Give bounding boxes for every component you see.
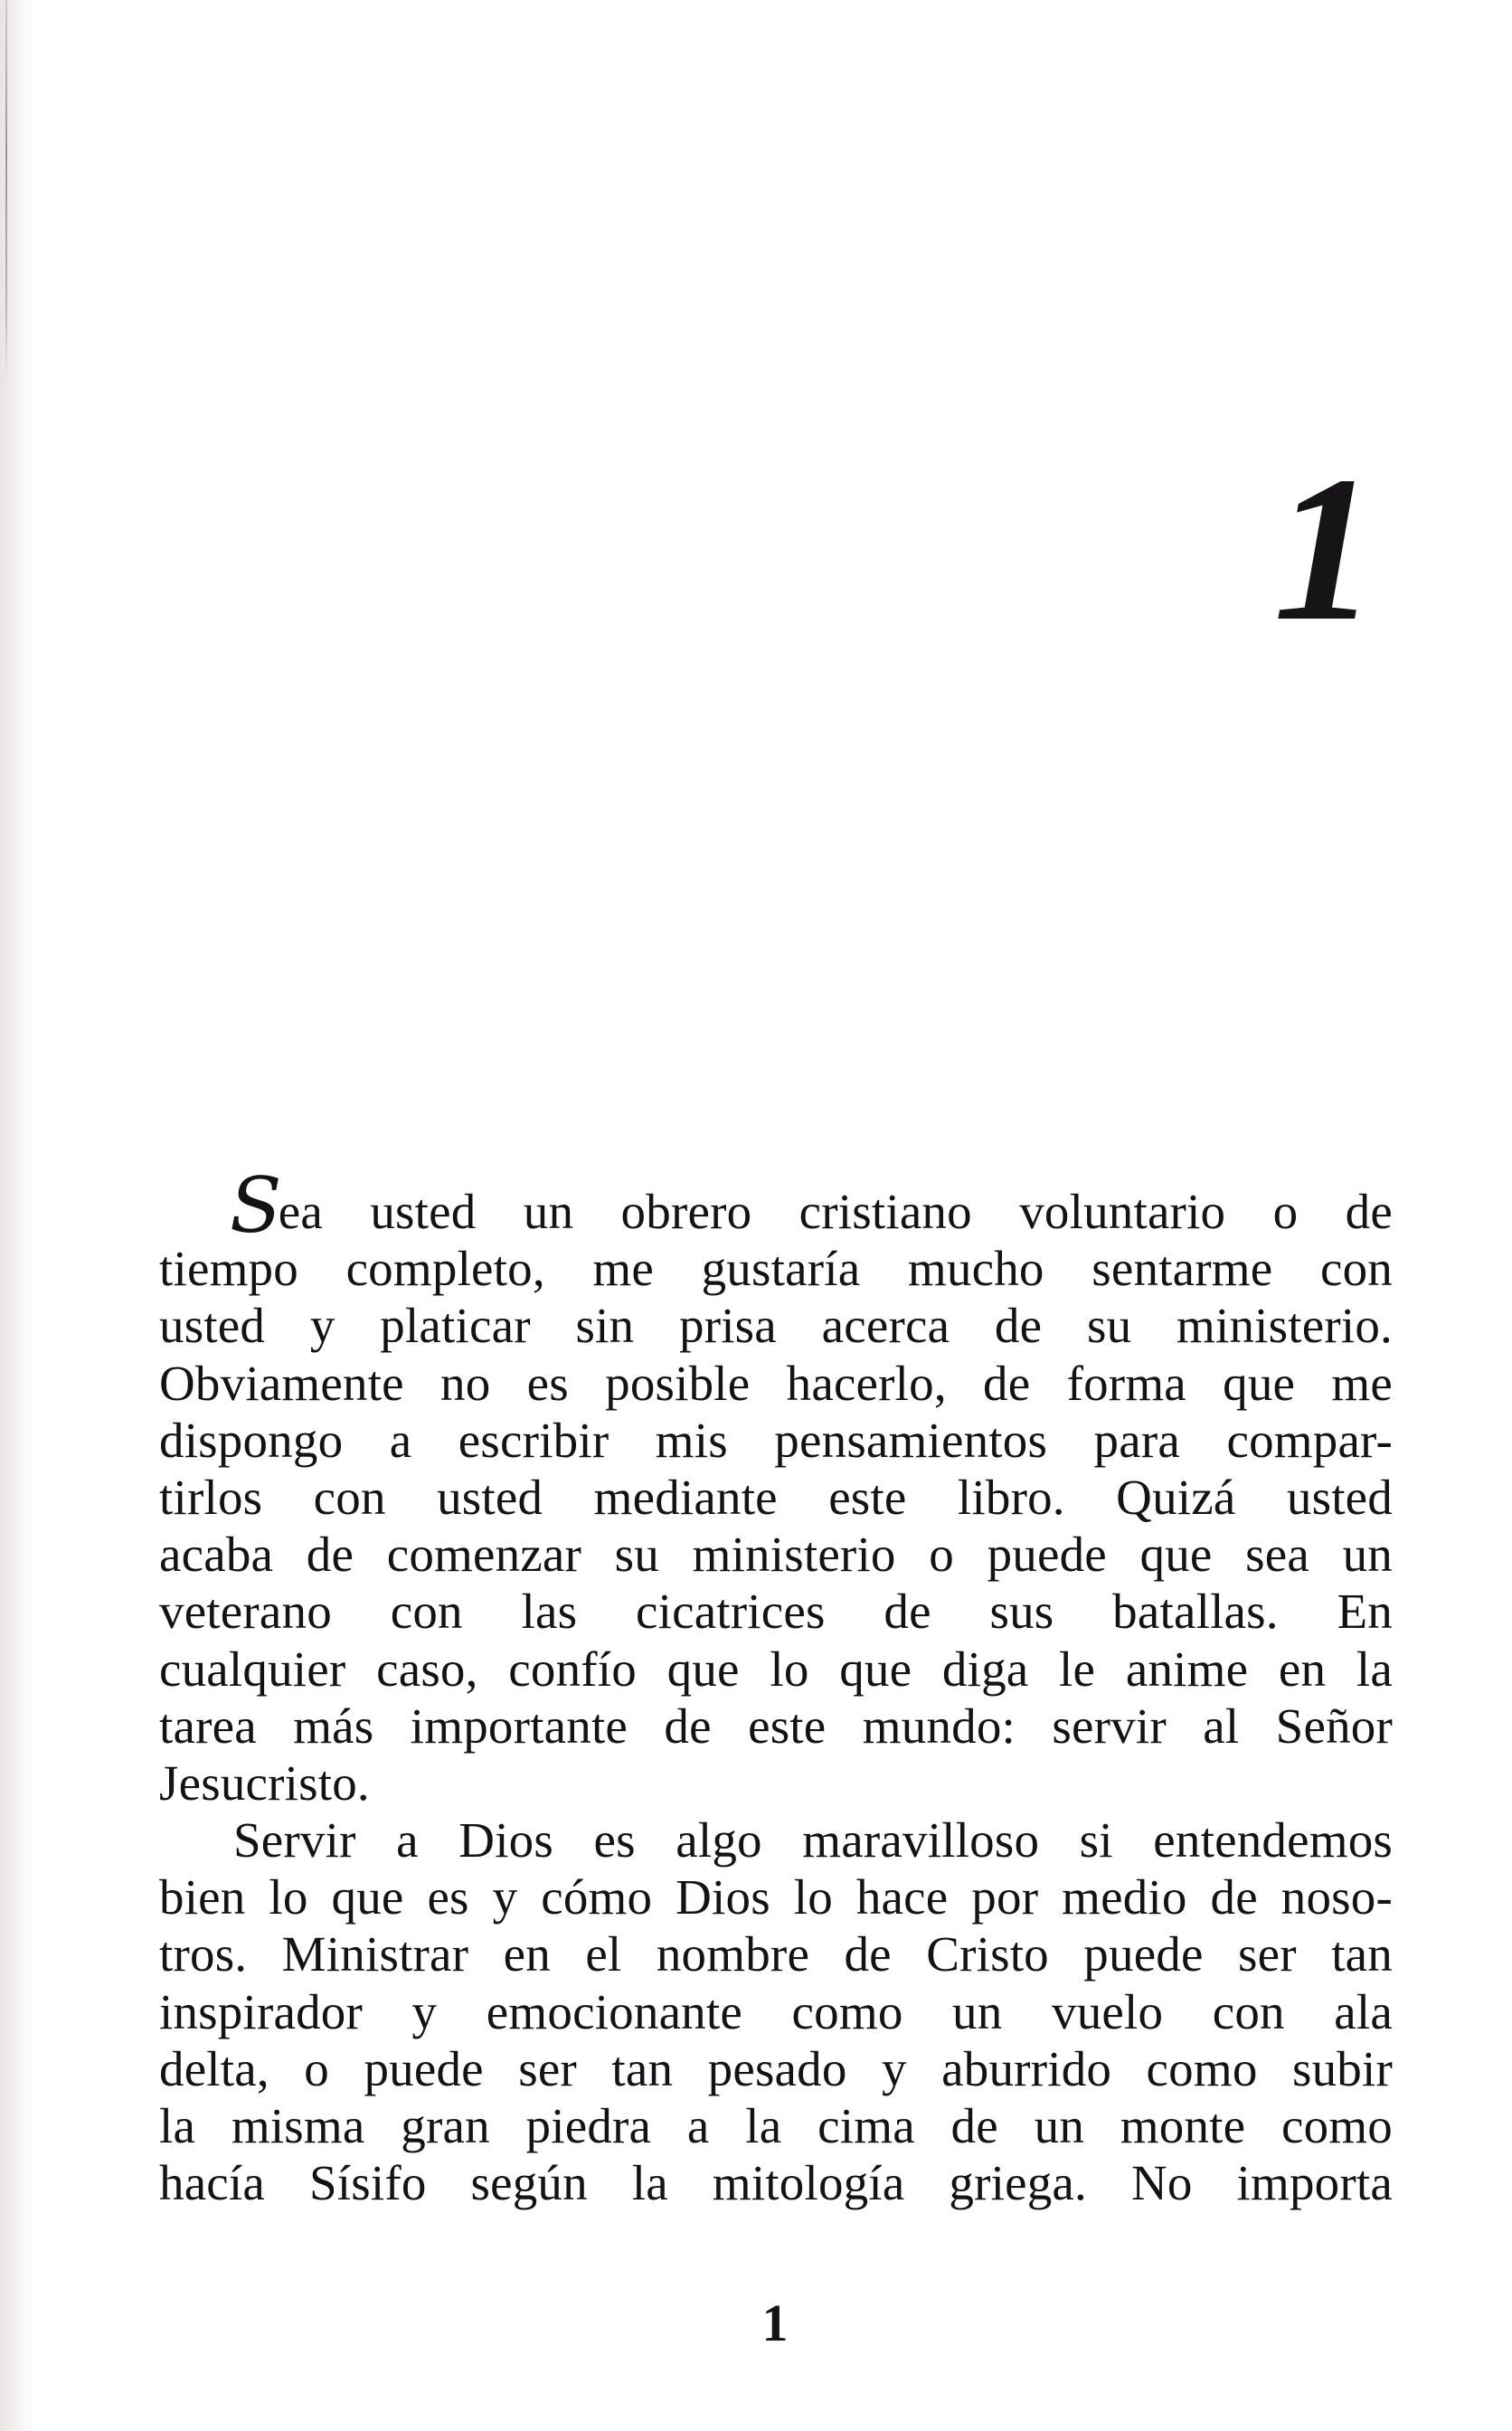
text-line-1 — [159, 1161, 1393, 1250]
text-line-7: acaba de comenzar su ministerio o puede que sea un — [159, 1527, 1393, 1583]
text-line-3: usted y platicar sin prisa acerca de su ministerio. — [159, 1298, 1393, 1354]
text-line-12: Servir a Dios es algo maravilloso si entendemos — [233, 1812, 1393, 1868]
text-line-15: inspirador y emocionante como un vuelo con ala — [159, 1983, 1393, 2039]
chapter-number: 1 — [1273, 433, 1377, 664]
text-line-4: Obviamente no es posible hacerlo, de forma que me — [159, 1355, 1393, 1411]
page-number: 1 — [761, 2294, 789, 2352]
text-line-8: veterano con las cicatrices de sus batallas. En — [159, 1584, 1393, 1640]
text-line-2: tiempo completo, me gustaría mucho sentarme con — [159, 1241, 1393, 1297]
text-line-18: hacía Sísifo según la mitología griega. No importa — [159, 2155, 1393, 2211]
chapter-body — [159, 1161, 1393, 2211]
text-line-6: tirlos con usted mediante este libro. Quizá usted — [159, 1469, 1393, 1525]
text-line-11: Jesucristo. — [159, 1755, 370, 1811]
text-line-16: delta, o puede ser tan pesado y aburrido como subir — [159, 2040, 1393, 2096]
text-line-5: dispongo a escribir mis pensamientos para compar- — [159, 1412, 1393, 1468]
drop-cap: S — [230, 1161, 282, 1250]
text-line-17: la misma gran piedra a la cima de un monte como — [159, 2098, 1393, 2153]
page-edge-line — [5, 0, 7, 380]
text-line-1-content: ea usted un obrero cristiano voluntario o de — [278, 1184, 1393, 1239]
text-line-10: tarea más importante de este mundo: servir al Señor — [159, 1698, 1393, 1754]
text-line-14: tros. Ministrar en el nombre de Cristo puede ser tan — [159, 1926, 1393, 1982]
text-line-13: bien lo que es y cómo Dios lo hace por medio de noso- — [159, 1869, 1393, 1925]
text-line-9: cualquier caso, confío que lo que diga le anime en la — [159, 1641, 1393, 1697]
